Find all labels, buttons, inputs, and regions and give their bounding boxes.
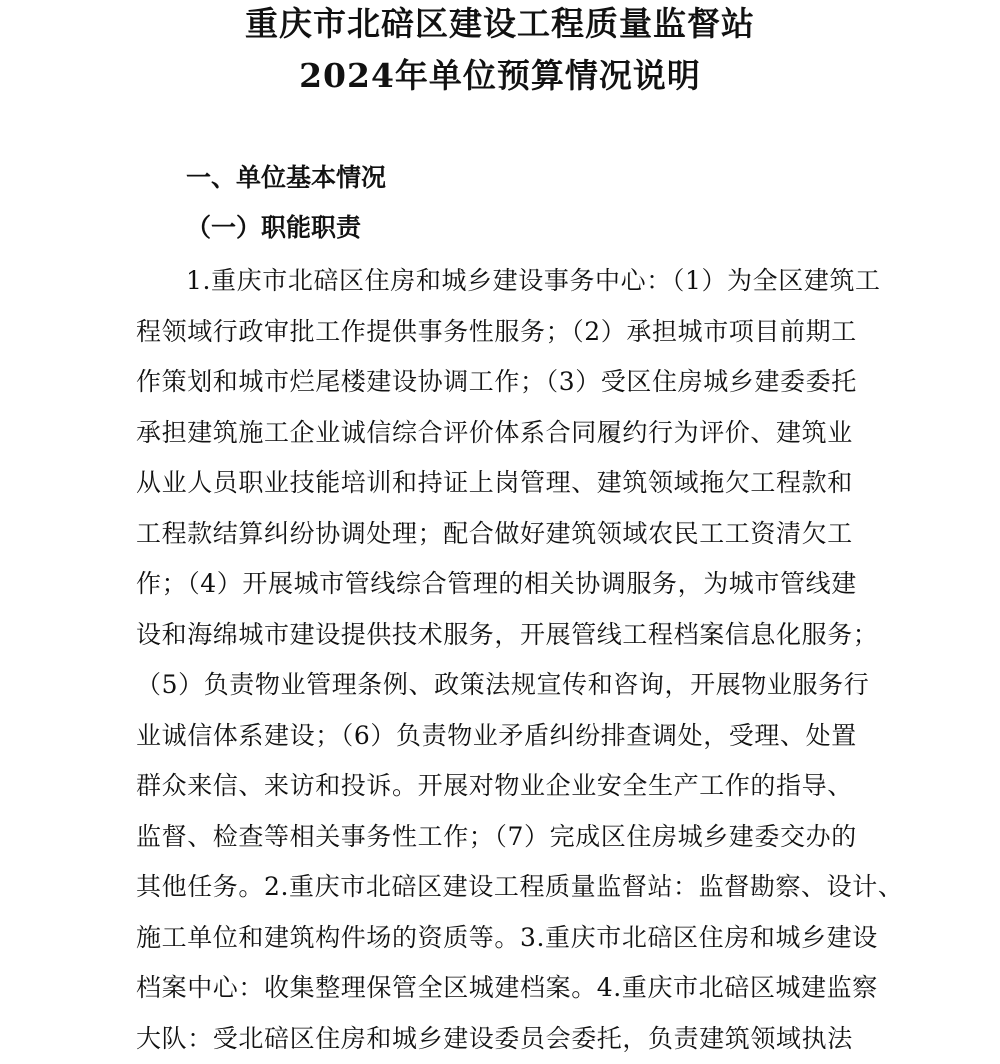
duties-paragraph — [136, 256, 896, 1064]
paragraph-line: 业诚信体系建设；（6）负责物业矛盾纠纷排查调处，受理、处置 — [136, 711, 896, 762]
paragraph-line: 群众来信、来访和投诉。开展对物业企业安全生产工作的指导、 — [136, 761, 896, 812]
paragraph-line: （5）负责物业管理条例、政策法规宣传和咨询，开展物业服务行 — [136, 660, 896, 711]
paragraph-line: 设和海绵城市建设提供技术服务，开展管线工程档案信息化服务； — [136, 610, 896, 661]
paragraph-line: 1.重庆市北碚区住房和城乡建设事务中心：（1）为全区建筑工 — [136, 256, 896, 307]
paragraph-line: 承担建筑施工企业诚信综合评价体系合同履约行为评价、建筑业 — [136, 408, 896, 459]
document-title-line2: 2024年单位预算情况说明 — [0, 56, 1000, 96]
paragraph-line: 作；（4）开展城市管线综合管理的相关协调服务，为城市管线建 — [136, 559, 896, 610]
paragraph-line: 程领域行政审批工作提供事务性服务；（2）承担城市项目前期工 — [136, 307, 896, 358]
paragraph-line: 其他任务。2.重庆市北碚区建设工程质量监督站：监督勘察、设计、 — [136, 862, 896, 913]
section-heading-basic-info: 一、单位基本情况 — [186, 160, 386, 196]
paragraph-line: 监督、检查等相关事务性工作；（7）完成区住房城乡建委交办的 — [136, 812, 896, 863]
paragraph-line: 作策划和城市烂尾楼建设协调工作；（3）受区住房城乡建委委托 — [136, 357, 896, 408]
paragraph-line: 大队：受北碚区住房和城乡建设委员会委托，负责建筑领域执法 — [136, 1014, 896, 1064]
paragraph-line: 档案中心：收集整理保管全区城建档案。4.重庆市北碚区城建监察 — [136, 963, 896, 1014]
subsection-heading-duties: （一）职能职责 — [186, 210, 361, 246]
paragraph-line: 工程款结算纠纷协调处理；配合做好建筑领域农民工工资清欠工 — [136, 509, 896, 560]
paragraph-line: 施工单位和建筑构件场的资质等。3.重庆市北碚区住房和城乡建设 — [136, 913, 896, 964]
paragraph-line: 从业人员职业技能培训和持证上岗管理、建筑领域拖欠工程款和 — [136, 458, 896, 509]
document-title-line1: 重庆市北碚区建设工程质量监督站 — [0, 4, 1000, 44]
